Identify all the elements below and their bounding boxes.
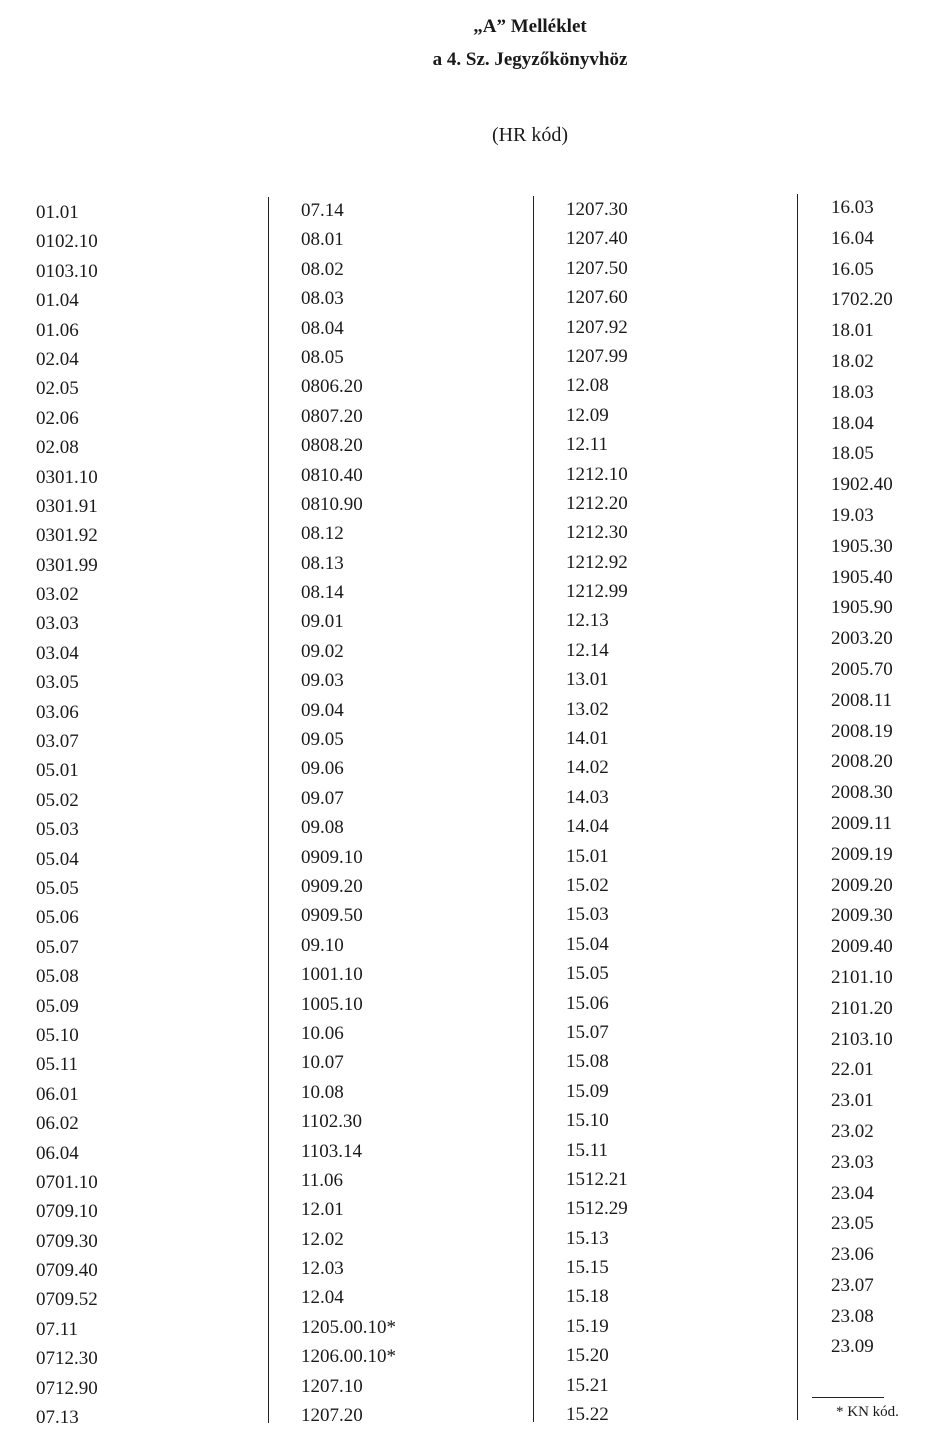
code-entry: 0909.20 [301, 875, 363, 897]
code-entry: 05.08 [36, 966, 79, 988]
code-entry: 02.08 [36, 437, 79, 459]
code-entry: 09.02 [301, 640, 344, 662]
code-entry: 1206.00.10* [301, 1346, 396, 1368]
code-entry: 05.06 [36, 907, 79, 929]
code-entry: 08.04 [301, 317, 344, 339]
code-entry: 1702.20 [831, 289, 893, 311]
code-entry: 2101.20 [831, 997, 893, 1019]
code-entry: 2009.20 [831, 874, 893, 896]
code-entry: 18.01 [831, 320, 874, 342]
code-entry: 1207.40 [566, 228, 628, 250]
code-entry: 05.10 [36, 1024, 79, 1046]
code-type-label: (HR kód) [491, 124, 569, 146]
code-entry: 1512.29 [566, 1198, 628, 1220]
code-entry: 09.07 [301, 787, 344, 809]
code-entry: 12.01 [301, 1199, 344, 1221]
code-entry: 23.01 [831, 1090, 874, 1112]
code-entry: 0909.10 [301, 846, 363, 868]
code-entry: 05.01 [36, 760, 79, 782]
code-entry: 0810.90 [301, 493, 363, 515]
code-entry: 09.01 [301, 611, 344, 633]
code-entry: 14.01 [566, 728, 609, 750]
code-entry: 0712.30 [36, 1348, 98, 1370]
code-entry: 15.15 [566, 1257, 609, 1279]
code-entry: 2009.19 [831, 843, 893, 865]
code-entry: 07.14 [301, 200, 344, 221]
code-entry: 1902.40 [831, 474, 893, 496]
code-entry: 1212.10 [566, 463, 628, 485]
code-entry: 03.05 [36, 672, 79, 694]
code-entry: 02.05 [36, 378, 79, 400]
code-entry: 2008.19 [831, 720, 893, 742]
code-entry: 09.10 [301, 934, 344, 956]
code-entry: 05.03 [36, 819, 79, 841]
code-entry: 15.10 [566, 1110, 609, 1132]
code-entry: 15.20 [566, 1345, 609, 1367]
code-entry: 05.04 [36, 848, 79, 870]
code-entry: 15.09 [566, 1080, 609, 1102]
code-entry: 1212.92 [566, 551, 628, 573]
code-entry: 1207.99 [566, 345, 628, 367]
code-entry: 1905.40 [831, 566, 893, 588]
code-entry: 05.07 [36, 936, 79, 958]
code-entry: 15.06 [566, 992, 609, 1014]
code-entry: 1212.30 [566, 522, 628, 544]
code-entry: 08.05 [301, 346, 344, 368]
code-entry: 12.04 [301, 1287, 344, 1309]
code-entry: 07.11 [36, 1318, 79, 1340]
code-entry: 1102.30 [301, 1111, 363, 1133]
code-entry: 13.01 [566, 669, 609, 691]
column-divider [268, 197, 269, 1423]
code-entry: 18.05 [831, 443, 874, 465]
code-entry: 15.11 [566, 1139, 609, 1161]
code-entry: 18.04 [831, 412, 874, 434]
code-entry: 12.14 [566, 639, 609, 661]
code-entry: 1001.10 [301, 964, 363, 986]
code-entry: 23.06 [831, 1244, 874, 1266]
code-entry: 2009.40 [831, 936, 893, 958]
code-entry: 1205.00.10* [301, 1316, 396, 1338]
code-entry: 06.02 [36, 1113, 79, 1135]
code-entry: 01.04 [36, 290, 79, 312]
code-entry: 08.02 [301, 258, 344, 280]
code-entry: 08.13 [301, 552, 344, 574]
code-entry: 0102.10 [36, 231, 98, 253]
code-entry: 1103.14 [301, 1140, 363, 1162]
code-entry: 15.08 [566, 1051, 609, 1073]
code-entry: 1005.10 [301, 993, 363, 1015]
code-column-4 [831, 193, 893, 1363]
code-entry: 0808.20 [301, 435, 363, 457]
code-entry: 12.02 [301, 1228, 344, 1250]
code-entry: 1207.20 [301, 1405, 363, 1427]
code-entry: 23.03 [831, 1151, 874, 1173]
code-entry: 06.04 [36, 1142, 79, 1164]
code-entry: 0301.99 [36, 554, 98, 576]
code-entry: 12.08 [566, 375, 609, 397]
footnote: * KN kód. [836, 1404, 899, 1420]
code-entry: 07.13 [36, 1407, 79, 1429]
code-entry: 03.06 [36, 701, 79, 723]
code-entry: 23.02 [831, 1120, 874, 1142]
code-entry: 15.19 [566, 1315, 609, 1337]
code-entry: 0709.52 [36, 1289, 98, 1311]
code-entry: 1207.50 [566, 257, 628, 279]
code-entry: 19.03 [831, 504, 874, 526]
code-entry: 10.08 [301, 1081, 344, 1103]
code-entry: 2101.10 [831, 966, 893, 988]
code-entry: 15.04 [566, 933, 609, 955]
code-entry: 09.04 [301, 699, 344, 721]
code-column-2 [301, 196, 396, 1430]
code-entry: 15.02 [566, 874, 609, 896]
code-entry: 01.01 [36, 202, 79, 223]
code-entry: 08.14 [301, 582, 344, 604]
code-entry: 0806.20 [301, 376, 363, 398]
code-entry: 2008.30 [831, 782, 893, 804]
code-entry: 15.21 [566, 1374, 609, 1396]
code-entry: 16.05 [831, 258, 874, 280]
code-entry: 1207.30 [566, 199, 628, 220]
code-entry: 0810.40 [301, 464, 363, 486]
code-entry: 1212.20 [566, 492, 628, 514]
document-subtitle: a 4. Sz. Jegyzőkönyvhöz [432, 49, 628, 70]
code-entry: 0103.10 [36, 260, 98, 282]
code-entry: 02.06 [36, 407, 79, 429]
code-entry: 09.06 [301, 758, 344, 780]
code-entry: 08.12 [301, 523, 344, 545]
code-entry: 0701.10 [36, 1171, 98, 1193]
code-entry: 1207.92 [566, 316, 628, 338]
code-entry: 0709.30 [36, 1230, 98, 1252]
code-entry: 2103.10 [831, 1028, 893, 1050]
code-entry: 18.02 [831, 350, 874, 372]
code-entry: 15.07 [566, 1021, 609, 1043]
code-entry: 12.13 [566, 610, 609, 632]
code-entry: 23.09 [831, 1336, 874, 1358]
code-entry: 15.03 [566, 904, 609, 926]
code-entry: 1207.10 [301, 1375, 363, 1397]
code-entry: 02.04 [36, 348, 79, 370]
code-entry: 15.13 [566, 1227, 609, 1249]
code-entry: 05.05 [36, 877, 79, 899]
footnote-divider [812, 1397, 884, 1398]
code-entry: 05.11 [36, 1054, 79, 1076]
column-divider [797, 194, 798, 1420]
code-entry: 08.01 [301, 229, 344, 251]
code-entry: 03.04 [36, 642, 79, 664]
code-entry: 1905.30 [831, 535, 893, 557]
code-entry: 13.02 [566, 698, 609, 720]
code-column-3 [566, 195, 628, 1429]
code-entry: 15.22 [566, 1404, 609, 1426]
code-entry: 09.03 [301, 670, 344, 692]
code-entry: 14.04 [566, 816, 609, 838]
code-entry: 1207.60 [566, 287, 628, 309]
code-entry: 03.07 [36, 731, 79, 753]
code-entry: 1512.21 [566, 1168, 628, 1190]
code-entry: 2009.30 [831, 905, 893, 927]
document-title: „A” Melléklet [473, 16, 587, 37]
code-entry: 2005.70 [831, 658, 893, 680]
code-entry: 2009.11 [831, 812, 893, 834]
code-entry: 14.03 [566, 786, 609, 808]
code-column-1 [36, 198, 98, 1432]
code-entry: 0807.20 [301, 405, 363, 427]
code-entry: 15.18 [566, 1286, 609, 1308]
column-divider [533, 196, 534, 1422]
code-entry: 06.01 [36, 1083, 79, 1105]
code-entry: 1212.99 [566, 581, 628, 603]
code-entry: 23.07 [831, 1274, 874, 1296]
code-entry: 1905.90 [831, 597, 893, 619]
code-entry: 05.09 [36, 995, 79, 1017]
code-entry: 08.03 [301, 288, 344, 310]
code-entry: 0301.91 [36, 495, 98, 517]
code-entry: 2008.11 [831, 689, 893, 711]
code-entry: 2003.20 [831, 628, 893, 650]
code-entry: 16.03 [831, 197, 874, 218]
code-entry: 0301.92 [36, 525, 98, 547]
code-entry: 10.06 [301, 1022, 344, 1044]
code-entry: 22.01 [831, 1059, 874, 1081]
code-entry: 16.04 [831, 227, 874, 249]
code-entry: 03.02 [36, 584, 79, 606]
code-entry: 15.05 [566, 963, 609, 985]
code-entry: 11.06 [301, 1169, 344, 1191]
code-entry: 12.03 [301, 1258, 344, 1280]
code-entry: 15.01 [566, 845, 609, 867]
code-entry: 23.08 [831, 1305, 874, 1327]
code-entry: 12.11 [566, 434, 609, 456]
code-entry: 03.03 [36, 613, 79, 635]
code-entry: 2008.20 [831, 751, 893, 773]
code-entry: 0709.10 [36, 1201, 98, 1223]
code-entry: 09.08 [301, 817, 344, 839]
code-entry: 01.06 [36, 319, 79, 341]
code-entry: 23.05 [831, 1213, 874, 1235]
code-entry: 18.03 [831, 381, 874, 403]
code-entry: 0712.90 [36, 1377, 98, 1399]
code-entry: 0301.10 [36, 466, 98, 488]
code-entry: 0909.50 [301, 905, 363, 927]
code-entry: 14.02 [566, 757, 609, 779]
code-entry: 05.02 [36, 789, 79, 811]
code-entry: 23.04 [831, 1182, 874, 1204]
code-entry: 10.07 [301, 1052, 344, 1074]
code-entry: 09.05 [301, 729, 344, 751]
code-entry: 12.09 [566, 404, 609, 426]
code-entry: 0709.40 [36, 1260, 98, 1282]
